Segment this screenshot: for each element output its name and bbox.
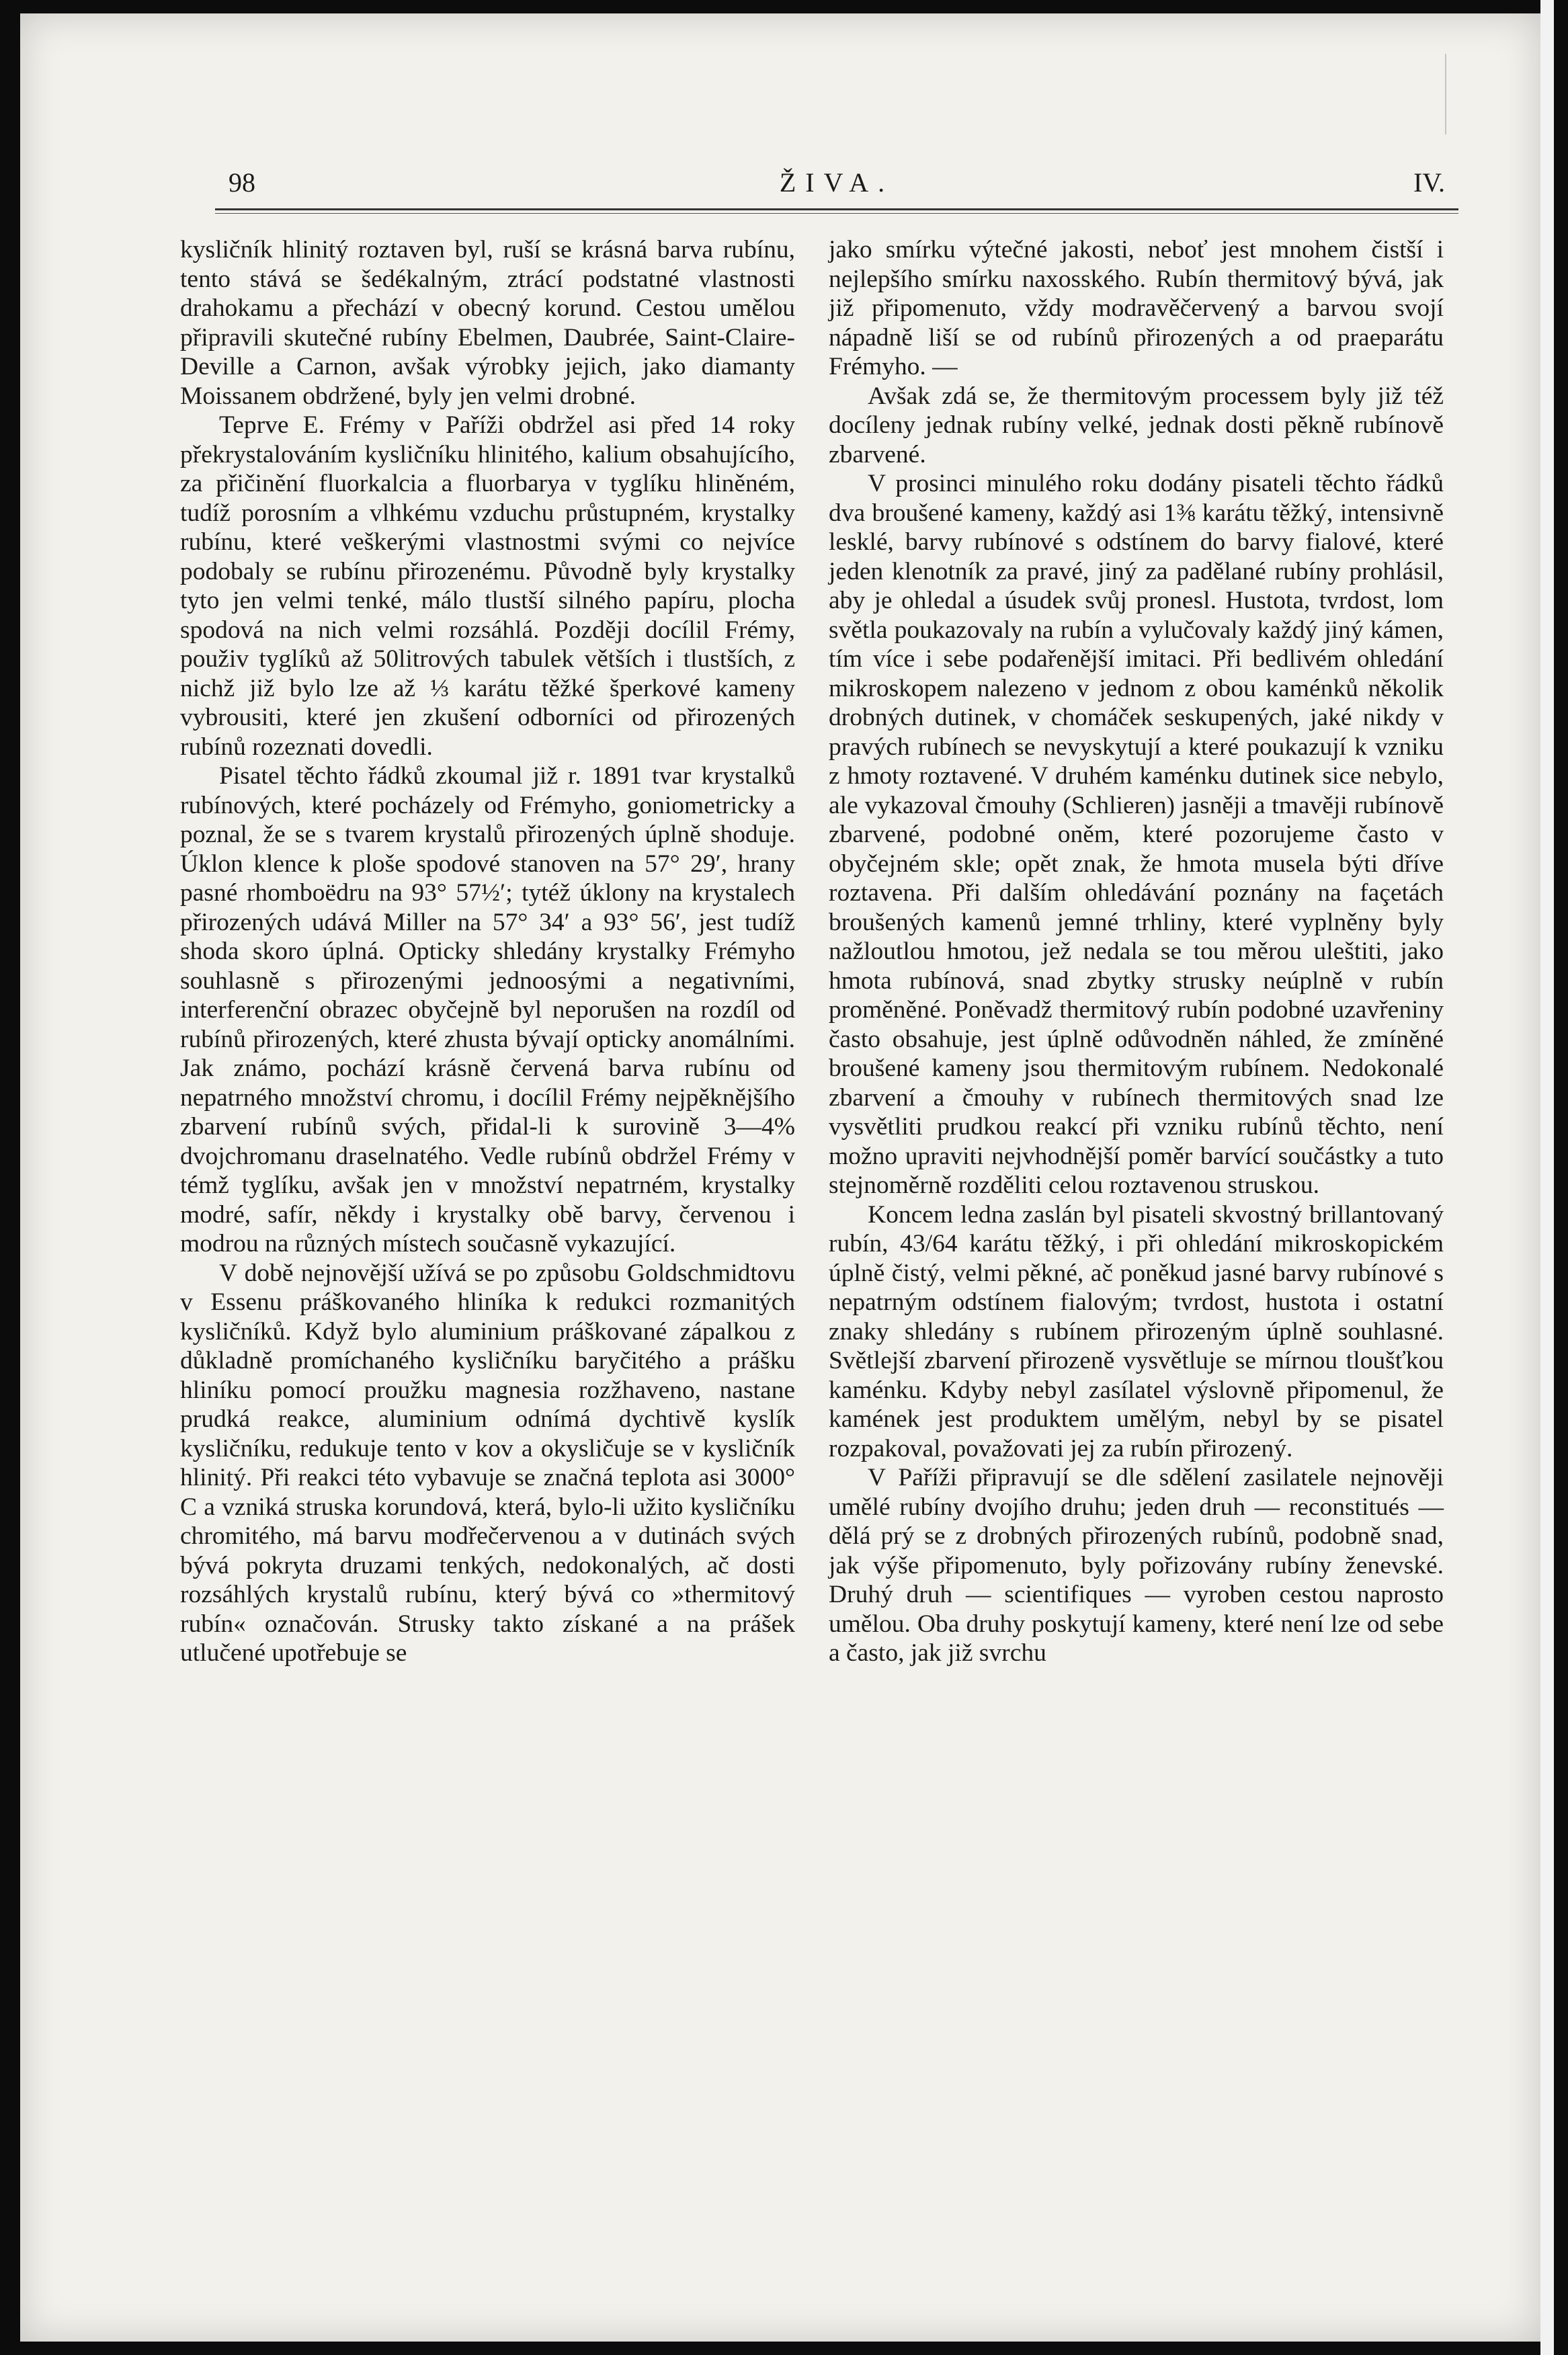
running-header xyxy=(215,160,1458,200)
scan-mark xyxy=(1445,54,1467,134)
paragraph: kysličník hlinitý roztaven byl, ruší se krásná barva rubínu, tento stává se šedékalným, ztrácí podstatné vlastnosti drahokamu a přechází v obecný korund. Cestou umělou připravili skutečné rubíny Ebelmen, Daubrée, Saint-Claire-Deville a Carnon, avšak výrobky jejich, jako diamanty Moissanem obdržené, byly jen velmi drobné. xyxy=(180,236,795,410)
paragraph: Koncem ledna zaslán byl pisateli skvostný brillantovaný rubín, 43/64 karátu těžký, i při ohledání mikroskopickém úplně čistý, velmi pěkné, ač poněkud jasné barvy rubínové s nepatrným odstínem fialovým; tvrdost, hustota i ostatní znaky shledány s rubínem přirozeným úplně souhlasné. Světlejší zbarvení přirozeně vysvětluje se mírnou tloušťkou kaménku. Kdyby nebyl zasílatel výslovně připomenul, že kamének jest produktem umělým, nebyl by se pisatel rozpakoval, považovati jej za rubín přirozený. xyxy=(829,1200,1444,1462)
page-number: 98 xyxy=(229,167,255,198)
left-column xyxy=(180,235,795,1668)
paragraph: Teprve E. Frémy v Paříži obdržel asi před 14 roky překrystalováním kysličníku hlinitého, kalium obsahujícího, za přičinění fluorkalcia a fluorbarya v tyglíku hliněném, tudíž porosním a vlhkému vzduchu průstupném, krystalky rubínu, které veškerými vlastnostmi svými co nejvíce podobaly se rubínu přirozenému. Původně byly krystalky tyto jen velmi tenké, málo tlustší silného papíru, plocha spodová na nich velmi rozsáhlá. Později docílil Frémy, použiv tyglíků až 50litrových tabulek větších i tlustších, z nichž již bylo lze až ⅓ karátu těžké šperkové kameny vybrousiti, které jen zkušení odborníci od přirozených rubínů rozeznati dovedli. xyxy=(180,411,795,761)
page-edge xyxy=(1540,0,1554,2355)
paragraph: Avšak zdá se, že thermitovým processem byly již též docíleny jednak rubíny velké, jednak dosti pěkně rubínově zbarvené. xyxy=(829,382,1444,468)
journal-title: ŽIVA. xyxy=(779,167,895,198)
header-rule xyxy=(215,208,1458,214)
paragraph: V době nejnovější užívá se po způsobu Goldschmidtovu v Essenu práškovaného hliníka k redukci rozmanitých kysličníků. Když bylo aluminium práškované zápalkou z důkladně promíchaného kysličníku baryčitého a prášku hliníku pomocí proužku magnesia rozžhaveno, nastane prudká reakce, aluminium odnímá dychtivě kyslík kysličníku, redukuje tento v kov a okysličuje se v kysličník hlinitý. Při reakci této vybavuje se značná teplota asi 3000° C a vzniká struska korundová, která, bylo-li užito kysličníku chromitého, má barvu modřečervenou a v dutinách svých bývá pokryta druzami tenkých, nedokonalých, ač dosti rozsáhlých krystalů rubínu, který bývá co »thermitový rubín« označován. Strusky takto získané a na prášek utlučené upotřebuje se xyxy=(180,1259,795,1667)
volume-number: IV. xyxy=(1413,167,1445,198)
paragraph: Pisatel těchto řádků zkoumal již r. 1891 tvar krystalků rubínových, které pocházely od Frémyho, goniometricky a poznal, že se s tvarem krystalů přirozených úplně shoduje. Úklon klence k ploše spodové stanoven na 57° 29′, hrany pasné rhomboëdru na 93° 57½′; tytéž úklony na krystalech přirozených udává Miller na 57° 34′ a 93° 56′, jest tudíž shoda skoro úplná. Opticky shledány krystalky Frémyho souhlasně s přirozenými jednoosými a negativními, interferenční obrazec obyčejně byl neporušen na rozdíl od rubínů přirozených, které zhusta bývají opticky anomálními. Jak známo, pochází krásně červená barva rubínu od nepatrného množství chromu, i docílil Frémy nejpěknějšího zbarvení rubínů svých, přidal-li k surovině 3—4% dvojchromanu draselnatého. Vedle rubínů obdržel Frémy v témž tyglíku, avšak jen v množství nepatrném, krystalky modré, safír, někdy i krystalky obě barvy, červenou i modrou na různých místech současně vykazující. xyxy=(180,762,795,1257)
paragraph: V Paříži připravují se dle sdělení zasilatele nejnověji umělé rubíny dvojího druhu; jeden druh — reconstitués — dělá prý se z drobných přirozených rubínů, podobně snad, jak výše připomenuto, byly pořizovány rubíny ženevské. Druhý druh — scientifiques — vyroben cestou naprosto umělou. Oba druhy poskytují kameny, které není lze od sebe a často, jak již svrchu xyxy=(829,1464,1444,1667)
paragraph: V prosinci minulého roku dodány pisateli těchto řádků dva broušené kameny, každý asi 1⅜ karátu těžký, intensivně lesklé, barvy rubínové s odstínem do barvy fialové, které jeden klenotník za pravé, jiný za padělané rubíny prohlásil, aby je ohledal a úsudek svůj pronesl. Hustota, tvrdost, lom světla poukazovaly na rubín a vylučovaly každý jiný kámen, tím více i sebe podařenější imitaci. Při bedlivém ohledání mikroskopem nalezeno v jednom z obou kaménků několik drobných dutinek, v chomáček seskupených, jaké nikdy v pravých rubínech se nevyskytují a které poukazují k vzniku z hmoty roztavené. V druhém kaménku dutinek sice nebylo, ale vykazoval čmouhy (Schlieren) jasněji a tmavěji rubínově zbarvené, podobné oněm, které pozorujeme často v obyčejném skle; opět znak, že hmota musela býti dříve roztavena. Při dalším ohledávání poznány na façetách broušených kamenů jemné trhliny, které vyplněny byly nažloutlou hmotou, jež nedala se tou měrou uleštiti, jako hmota rubínová, snad zbytky strusky neúplně v rubín proměněné. Poněvadž thermitový rubín podobné uzavřeniny často obsahuje, jest úplně odůvodněn náhled, že zmíněné broušené kameny jsou thermitovým rubínem. Nedokonalé zbarvení a čmouhy v rubínech thermitových snad lze vysvětliti prudkou reakcí při vzniku rubínů těchto, není možno upraviti nejvhodnější poměr barvící součástky a tuto stejnoměrně rozděliti celou roztavenou struskou. xyxy=(829,470,1444,1199)
paragraph: jako smírku výtečné jakosti, neboť jest mnohem čistší i nejlepšího smírku naxosského. Rubín thermitový bývá, jak již připomenuto, vždy modravěčervený a barvou svojí nápadně liší se od rubínů přirozených a od praeparátu Frémyho. — xyxy=(829,236,1444,380)
right-column xyxy=(829,235,1444,1668)
